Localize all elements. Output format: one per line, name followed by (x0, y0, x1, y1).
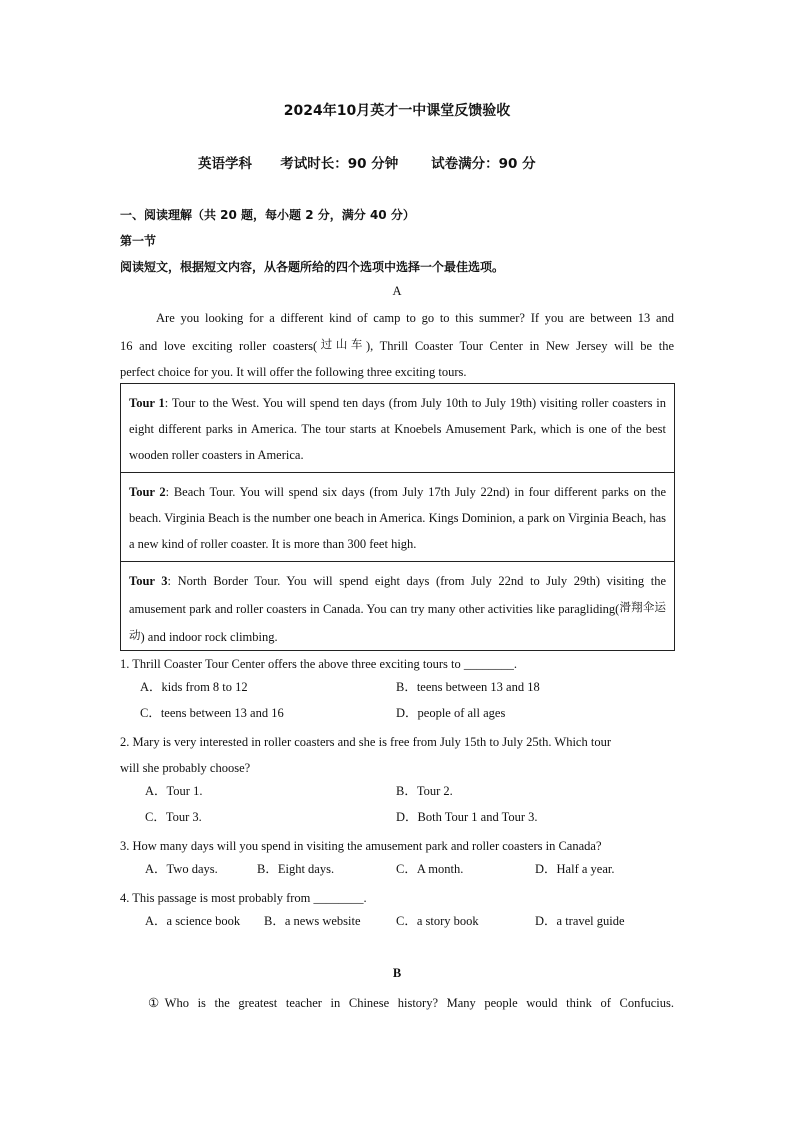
q2-option-c[interactable]: C．Tour 3. (145, 810, 202, 824)
q2-option-d[interactable]: D．Both Tour 1 and Tour 3. (396, 810, 538, 824)
passage-a-intro (120, 305, 674, 385)
exam-duration: 考试时长：90 分钟 (280, 156, 399, 172)
q1-option-a[interactable]: A．kids from 8 to 12 (140, 680, 248, 694)
roller-coaster-gloss: 过山车 (317, 337, 366, 351)
tour-1-name: Tour 1 (129, 396, 165, 410)
intro-line-2-start: 16 and love exciting roller coasters( (120, 339, 318, 353)
full-score: 试卷满分：90 分 (431, 156, 536, 172)
q2-option-b[interactable]: B．Tour 2. (396, 784, 453, 798)
intro-line-1: Are you looking for a different kind of camp to go to this summer? If you are between 13 and (156, 311, 674, 325)
q4-option-d[interactable]: D．a travel guide (535, 914, 625, 928)
tour-3-description-end: ) and indoor rock climbing. (140, 630, 278, 644)
intro-line-2 (120, 331, 674, 359)
tour-3-description: : North Border Tour. You will spend eight days (from July 22nd to July 29th) visiting the amusement park and roller coasters in Canada. You can try many other activities like paragliding( (129, 574, 666, 616)
q3-option-d[interactable]: D．Half a year. (535, 862, 615, 876)
question-1-stem: 1. Thrill Coaster Tour Center offers the above three exciting tours to ________. (120, 657, 517, 671)
section-part: 第一节 (120, 234, 157, 248)
tour-3-name: Tour 3 (129, 574, 168, 588)
passage-b-first-line: ①Who is the greatest teacher in Chinese history? Many people would think of Confucius. (148, 996, 674, 1010)
q1-option-b[interactable]: B．teens between 13 and 18 (396, 680, 540, 694)
tour-1-description: : Tour to the West. You will spend ten days (from July 10th to July 19th) visiting roller coasters in eight different parks in America. The tour starts at Knoebels Amusement Park, which is one of the best wooden roller coasters in America. (129, 396, 666, 462)
q3-option-a[interactable]: A．Two days. (145, 862, 218, 876)
q1-option-d[interactable]: D．people of all ages (396, 706, 506, 720)
tour-3-row (121, 562, 674, 650)
subject-label: 英语学科 (198, 156, 252, 172)
tour-2-name: Tour 2 (129, 485, 166, 499)
q3-option-c[interactable]: C．A month. (396, 862, 464, 876)
q2-option-a[interactable]: A．Tour 1. (145, 784, 203, 798)
tour-2-row (121, 473, 674, 562)
q4-option-a[interactable]: A．a science book (145, 914, 241, 928)
intro-line-2-end: ), Thrill Coaster Tour Center in New Jersey will be the (365, 339, 675, 353)
exam-title: 2024年10月英才一中课堂反馈验收 (283, 103, 511, 119)
section-heading: 一、阅读理解（共 20 题，每小题 2 分，满分 40 分） (120, 208, 415, 222)
tours-table (120, 383, 675, 651)
question-2-stem (120, 729, 680, 781)
question-3-stem: 3. How many days will you spend in visiting the amusement park and roller coasters in Canada? (120, 839, 602, 853)
question-4-stem: 4. This passage is most probably from ________. (120, 891, 367, 905)
exam-subheading (198, 152, 536, 172)
intro-line-3: perfect choice for you. It will offer the following three exciting tours. (120, 365, 467, 379)
paragliding-gloss: 滑翔伞运动 (129, 600, 666, 642)
q3-option-b[interactable]: B．Eight days. (257, 862, 335, 876)
q4-option-c[interactable]: C．a story book (396, 914, 479, 928)
tour-1-row (121, 384, 674, 473)
question-2-line-1: 2. Mary is very interested in roller coasters and she is free from July 15th to July 25th. Which tour (120, 735, 611, 749)
tour-2-description: : Beach Tour. You will spend six days (from July 17th July 22nd) in four different parks on the beach. Virginia Beach is the number one beach in America. Kings Dominion, a park on Virginia Beach, has a new kind of roller coaster. It is more than 300 feet high. (129, 485, 666, 551)
q4-option-b[interactable]: B．a news website (264, 914, 361, 928)
q1-option-c[interactable]: C．teens between 13 and 16 (140, 706, 284, 720)
question-2-line-2: will she probably choose? (120, 761, 251, 775)
section-instruction: 阅读短文，根据短文内容，从各题所给的四个选项中选择一个最佳选项。 (120, 260, 505, 274)
passage-a-label: A (392, 284, 402, 298)
passage-b-label: B (392, 966, 402, 980)
